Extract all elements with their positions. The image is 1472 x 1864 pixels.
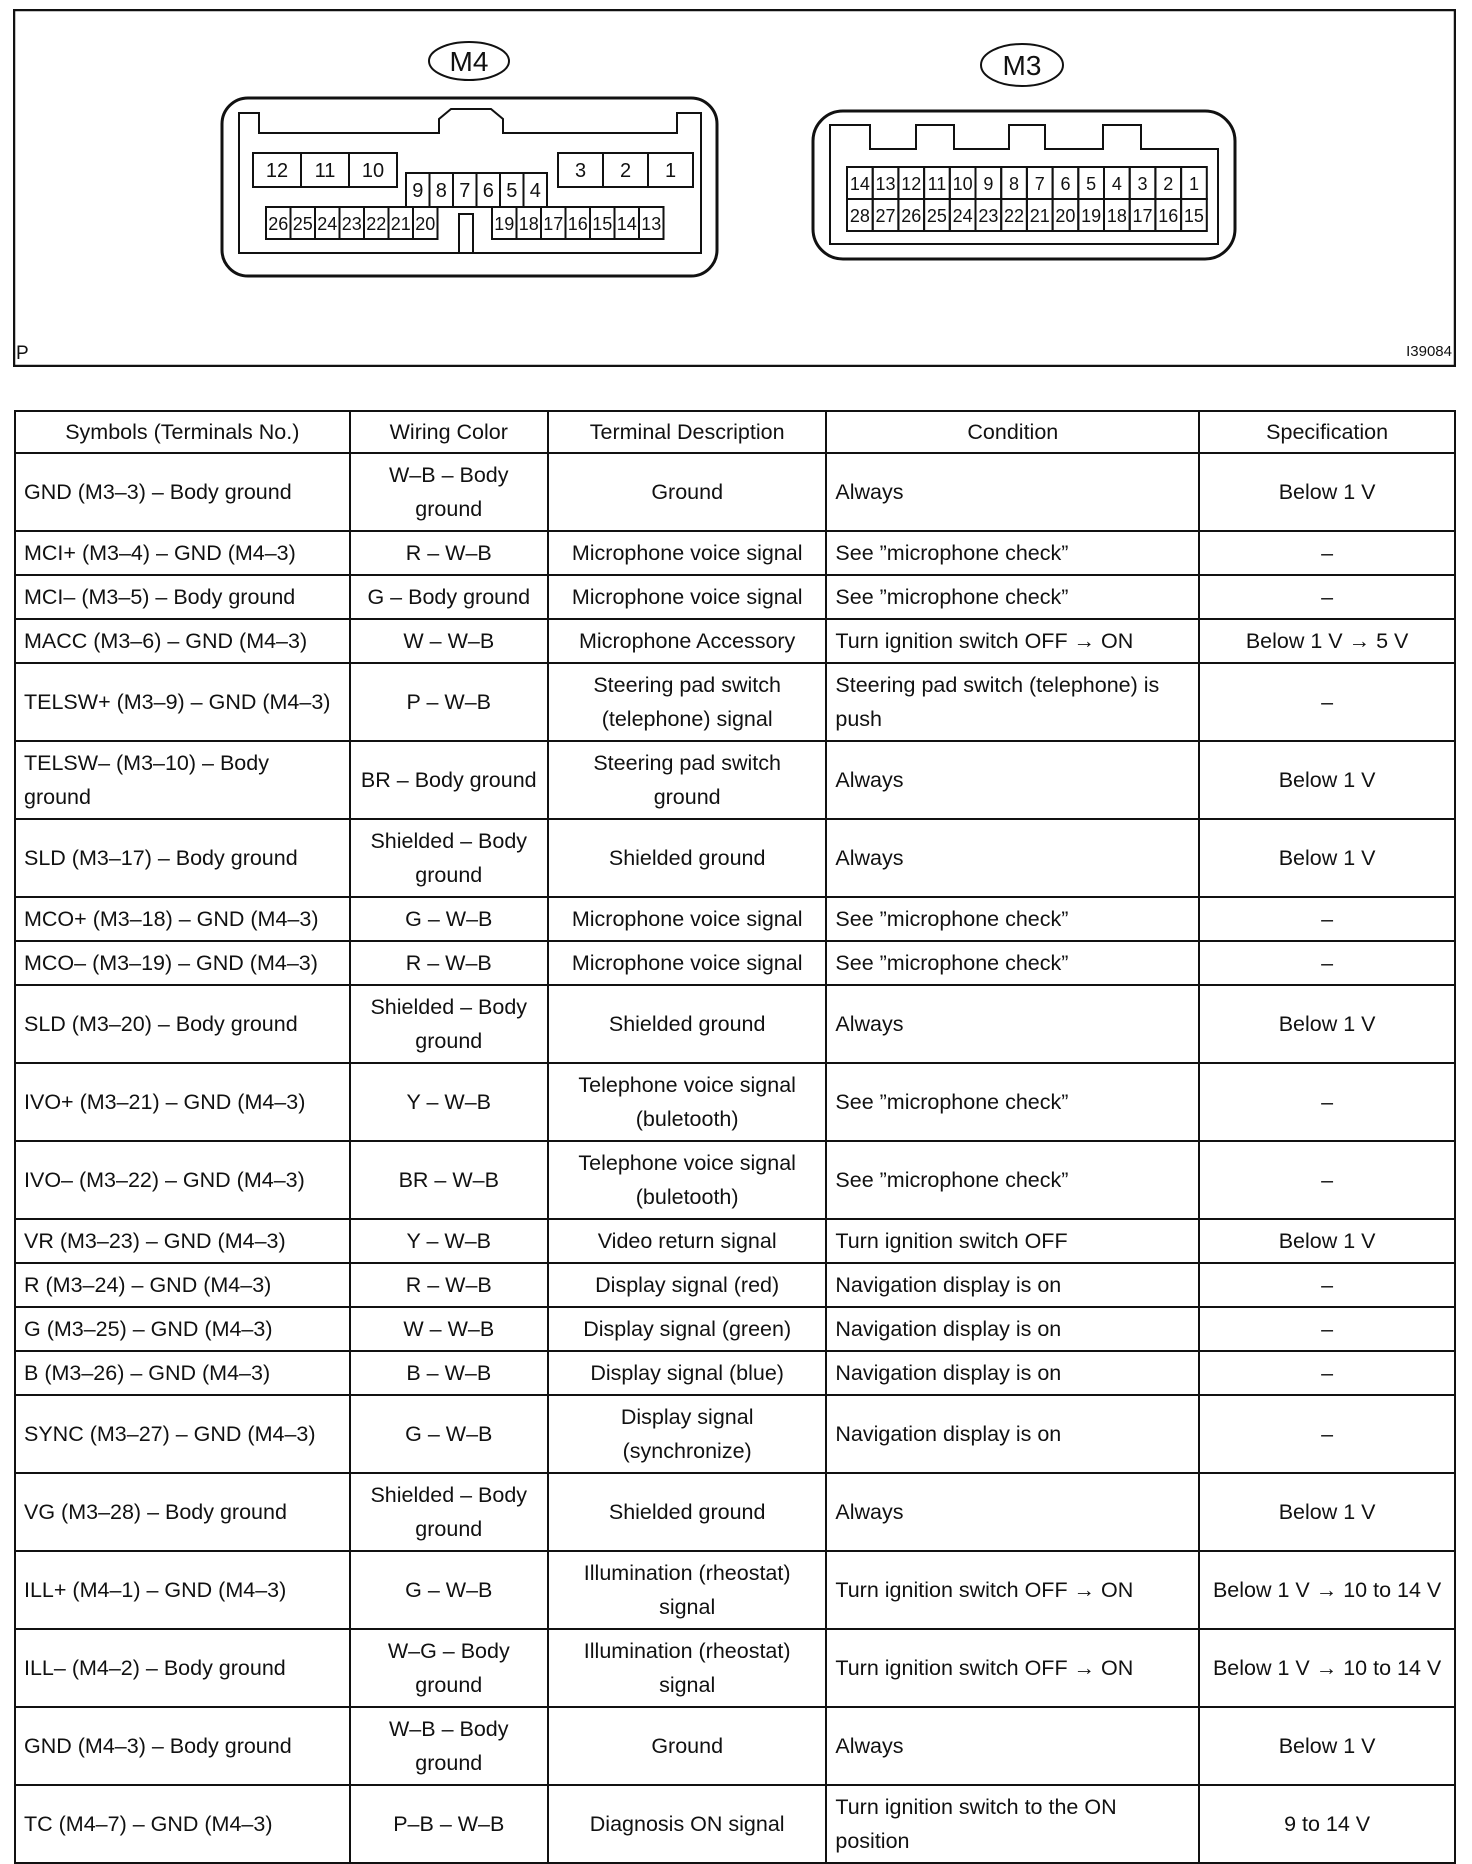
m3-pin-number: 11 xyxy=(927,174,947,194)
cell-symbol: VG (M3–28) – Body ground xyxy=(15,1473,350,1551)
table-row xyxy=(15,575,1455,619)
cell-description: Video return signal xyxy=(548,1219,826,1263)
cell-description: Ground xyxy=(548,1707,826,1785)
cell-description: Microphone voice signal xyxy=(548,531,826,575)
m3-pin-number: 19 xyxy=(1081,206,1102,226)
cell-specification: – xyxy=(1199,1263,1455,1307)
cell-specification: – xyxy=(1199,531,1455,575)
m3-pin-number: 24 xyxy=(952,206,973,226)
m3-pin-number: 26 xyxy=(901,206,922,226)
cell-symbol: SLD (M3–20) – Body ground xyxy=(15,985,350,1063)
cell-description: Telephone voice signal (buletooth) xyxy=(548,1141,826,1219)
cell-specification: Below 1 V xyxy=(1199,741,1455,819)
cell-description: Microphone voice signal xyxy=(548,897,826,941)
cell-symbol: TELSW– (M3–10) – Body ground xyxy=(15,741,350,819)
m3-pin-number: 18 xyxy=(1106,206,1127,226)
table-row xyxy=(15,941,1455,985)
m4-pin-number: 3 xyxy=(574,160,587,182)
m3-pin-number: 28 xyxy=(849,206,870,226)
cell-wiring-color: R – W–B xyxy=(350,1263,548,1307)
cell-description: Diagnosis ON signal xyxy=(548,1785,826,1863)
table-row xyxy=(15,1141,1455,1219)
cell-specification: Below 1 V xyxy=(1199,1707,1455,1785)
m4-pin-number: 5 xyxy=(506,180,518,202)
m4-pin-number: 23 xyxy=(341,214,362,234)
m4-pin-number: 11 xyxy=(314,160,336,182)
cell-symbol: MCI+ (M3–4) – GND (M4–3) xyxy=(15,531,350,575)
cell-symbol: B (M3–26) – GND (M4–3) xyxy=(15,1351,350,1395)
m3-pin-number: 4 xyxy=(1111,174,1122,194)
cell-specification: – xyxy=(1199,1351,1455,1395)
cell-condition: Always xyxy=(826,1707,1199,1785)
cell-wiring-color: Shielded – Body ground xyxy=(350,985,548,1063)
cell-condition: Turn ignition switch to the ON position xyxy=(826,1785,1199,1863)
header-specification: Specification xyxy=(1199,411,1455,453)
cell-condition: Turn ignition switch OFF xyxy=(826,1219,1199,1263)
cell-symbol: GND (M4–3) – Body ground xyxy=(15,1707,350,1785)
table-row xyxy=(15,897,1455,941)
cell-symbol: SLD (M3–17) – Body ground xyxy=(15,819,350,897)
table-row xyxy=(15,1219,1455,1263)
m3-pin-number: 9 xyxy=(983,174,994,194)
cell-wiring-color: R – W–B xyxy=(350,531,548,575)
cell-description: Microphone voice signal xyxy=(548,575,826,619)
m4-pin-number: 2 xyxy=(619,160,632,182)
cell-symbol: VR (M3–23) – GND (M4–3) xyxy=(15,1219,350,1263)
connector-figure xyxy=(13,9,1456,367)
m4-pin-number: 4 xyxy=(529,180,541,202)
m4-pin-number: 16 xyxy=(567,214,588,234)
cell-wiring-color: G – Body ground xyxy=(350,575,548,619)
cell-specification: Below 1 V xyxy=(1199,819,1455,897)
cell-symbol: MCI– (M3–5) – Body ground xyxy=(15,575,350,619)
m4-pin-number: 24 xyxy=(317,214,338,234)
cell-wiring-color: W–G – Body ground xyxy=(350,1629,548,1707)
m3-pin-number: 7 xyxy=(1034,174,1045,194)
m3-pin-number: 3 xyxy=(1137,174,1148,194)
connector-diagram xyxy=(13,9,1456,367)
cell-condition: See ”microphone check” xyxy=(826,531,1199,575)
cell-wiring-color: P–B – W–B xyxy=(350,1785,548,1863)
m4-pin-number: 9 xyxy=(412,180,424,202)
cell-symbol: R (M3–24) – GND (M4–3) xyxy=(15,1263,350,1307)
m3-pin-number: 25 xyxy=(926,206,947,226)
m4-pin-number: 8 xyxy=(435,180,447,202)
table-row xyxy=(15,1263,1455,1307)
cell-description: Display signal (red) xyxy=(548,1263,826,1307)
cell-condition: Always xyxy=(826,1473,1199,1551)
m3-pin-number: 2 xyxy=(1163,174,1174,194)
m3-pin-number: 17 xyxy=(1132,206,1153,226)
cell-description: Microphone voice signal xyxy=(548,941,826,985)
cell-description: Display signal (synchronize) xyxy=(548,1395,826,1473)
cell-wiring-color: Y – W–B xyxy=(350,1219,548,1263)
table-body xyxy=(15,453,1455,1863)
header-wiring-color: Wiring Color xyxy=(350,411,548,453)
cell-symbol: MACC (M3–6) – GND (M4–3) xyxy=(15,619,350,663)
m4-key-notch xyxy=(459,214,473,253)
cell-wiring-color: G – W–B xyxy=(350,1395,548,1473)
m4-pin-number: 26 xyxy=(268,214,289,234)
cell-symbol: IVO– (M3–22) – GND (M4–3) xyxy=(15,1141,350,1219)
cell-symbol: ILL+ (M4–1) – GND (M4–3) xyxy=(15,1551,350,1629)
m4-pin-number: 1 xyxy=(664,160,677,182)
m4-pin-number: 25 xyxy=(292,214,313,234)
cell-description: Ground xyxy=(548,453,826,531)
table-row xyxy=(15,663,1455,741)
table-row xyxy=(15,531,1455,575)
m3-pin-group xyxy=(847,167,1207,231)
table-row xyxy=(15,1707,1455,1785)
cell-symbol: G (M3–25) – GND (M4–3) xyxy=(15,1307,350,1351)
cell-specification: 9 to 14 V xyxy=(1199,1785,1455,1863)
cell-specification: – xyxy=(1199,575,1455,619)
cell-description: Telephone voice signal (buletooth) xyxy=(548,1063,826,1141)
cell-symbol: TC (M4–7) – GND (M4–3) xyxy=(15,1785,350,1863)
cell-condition: Turn ignition switch OFF → ON xyxy=(826,1551,1199,1629)
m4-pin-number: 13 xyxy=(641,214,662,234)
corner-label: P xyxy=(16,343,29,364)
cell-specification: – xyxy=(1199,897,1455,941)
m4-pin-number: 10 xyxy=(361,160,385,182)
cell-condition: See ”microphone check” xyxy=(826,1063,1199,1141)
terminal-spec-table xyxy=(14,410,1456,1864)
m4-label: M4 xyxy=(449,46,489,77)
cell-wiring-color: B – W–B xyxy=(350,1351,548,1395)
m3-pin-number: 6 xyxy=(1060,174,1071,194)
m3-pin-number: 5 xyxy=(1086,174,1097,194)
table-row xyxy=(15,1395,1455,1473)
m3-pin-number: 22 xyxy=(1004,206,1025,226)
cell-specification: – xyxy=(1199,663,1455,741)
cell-condition: Always xyxy=(826,741,1199,819)
cell-wiring-color: W–B – Body ground xyxy=(350,1707,548,1785)
table-row xyxy=(15,1063,1455,1141)
m3-pin-number: 20 xyxy=(1055,206,1076,226)
cell-wiring-color: BR – Body ground xyxy=(350,741,548,819)
cell-wiring-color: G – W–B xyxy=(350,1551,548,1629)
cell-wiring-color: Shielded – Body ground xyxy=(350,819,548,897)
cell-description: Shielded ground xyxy=(548,819,826,897)
cell-symbol: IVO+ (M3–21) – GND (M4–3) xyxy=(15,1063,350,1141)
cell-condition: Always xyxy=(826,819,1199,897)
cell-specification: Below 1 V xyxy=(1199,1219,1455,1263)
cell-specification: Below 1 V xyxy=(1199,1473,1455,1551)
m4-pin-number: 7 xyxy=(459,180,471,202)
cell-condition: See ”microphone check” xyxy=(826,575,1199,619)
table-row xyxy=(15,1473,1455,1551)
cell-condition: Turn ignition switch OFF → ON xyxy=(826,1629,1199,1707)
cell-wiring-color: G – W–B xyxy=(350,897,548,941)
m4-pin-number: 12 xyxy=(265,160,289,182)
cell-wiring-color: W–B – Body ground xyxy=(350,453,548,531)
cell-wiring-color: W – W–B xyxy=(350,1307,548,1351)
cell-wiring-color: W – W–B xyxy=(350,619,548,663)
m3-pin-number: 21 xyxy=(1029,206,1050,226)
cell-wiring-color: R – W–B xyxy=(350,941,548,985)
cell-specification: – xyxy=(1199,1307,1455,1351)
cell-specification: Below 1 V → 10 to 14 V xyxy=(1199,1629,1455,1707)
m3-connector xyxy=(813,44,1235,259)
cell-specification: Below 1 V xyxy=(1199,453,1455,531)
cell-description: Illumination (rheostat) signal xyxy=(548,1629,826,1707)
cell-wiring-color: P – W–B xyxy=(350,663,548,741)
cell-condition: Always xyxy=(826,453,1199,531)
cell-specification: – xyxy=(1199,1395,1455,1473)
cell-condition: Turn ignition switch OFF → ON xyxy=(826,619,1199,663)
m4-pin-number: 22 xyxy=(366,214,387,234)
cell-condition: Navigation display is on xyxy=(826,1263,1199,1307)
m3-pin-number: 10 xyxy=(952,174,973,194)
cell-specification: Below 1 V → 5 V xyxy=(1199,619,1455,663)
m4-pin-number: 15 xyxy=(592,214,613,234)
figure-frame xyxy=(14,10,1455,366)
table-row xyxy=(15,1629,1455,1707)
m3-pin-number: 27 xyxy=(875,206,896,226)
cell-specification: – xyxy=(1199,1063,1455,1141)
cell-description: Display signal (green) xyxy=(548,1307,826,1351)
table-row xyxy=(15,741,1455,819)
header-condition: Condition xyxy=(826,411,1199,453)
cell-wiring-color: Shielded – Body ground xyxy=(350,1473,548,1551)
cell-condition: Always xyxy=(826,985,1199,1063)
m4-pin-number: 14 xyxy=(616,214,637,234)
cell-condition: Navigation display is on xyxy=(826,1307,1199,1351)
figure-code: I39084 xyxy=(1406,343,1452,360)
m3-pin-number: 8 xyxy=(1009,174,1020,194)
m3-pin-number: 16 xyxy=(1158,206,1179,226)
cell-specification: Below 1 V → 10 to 14 V xyxy=(1199,1551,1455,1629)
m3-label: M3 xyxy=(1002,50,1042,81)
m4-pin-number: 17 xyxy=(543,214,564,234)
cell-condition: See ”microphone check” xyxy=(826,941,1199,985)
cell-description: Steering pad switch (telephone) signal xyxy=(548,663,826,741)
cell-symbol: GND (M3–3) – Body ground xyxy=(15,453,350,531)
table-row xyxy=(15,1307,1455,1351)
cell-description: Microphone Accessory xyxy=(548,619,826,663)
cell-wiring-color: BR – W–B xyxy=(350,1141,548,1219)
header-terminal-description: Terminal Description xyxy=(548,411,826,453)
cell-condition: See ”microphone check” xyxy=(826,1141,1199,1219)
m3-pin-number: 12 xyxy=(901,174,922,194)
table-row xyxy=(15,1785,1455,1863)
m4-pin-number: 18 xyxy=(518,214,539,234)
m4-pin-number: 6 xyxy=(482,180,494,202)
table-row xyxy=(15,985,1455,1063)
cell-specification: – xyxy=(1199,1141,1455,1219)
cell-description: Display signal (blue) xyxy=(548,1351,826,1395)
table-row xyxy=(15,1351,1455,1395)
m3-pin-number: 14 xyxy=(849,174,870,194)
m4-connector xyxy=(222,42,717,276)
cell-specification: – xyxy=(1199,941,1455,985)
cell-symbol: SYNC (M3–27) – GND (M4–3) xyxy=(15,1395,350,1473)
m4-pin-number: 21 xyxy=(390,214,411,234)
table-row xyxy=(15,453,1455,531)
m3-pin-number: 23 xyxy=(978,206,999,226)
table-header-row xyxy=(15,411,1455,453)
cell-description: Illumination (rheostat) signal xyxy=(548,1551,826,1629)
m3-pin-number: 1 xyxy=(1188,174,1199,194)
cell-condition: Navigation display is on xyxy=(826,1351,1199,1395)
table-row xyxy=(15,819,1455,897)
cell-condition: See ”microphone check” xyxy=(826,897,1199,941)
cell-symbol: TELSW+ (M3–9) – GND (M4–3) xyxy=(15,663,350,741)
m3-pin-number: 15 xyxy=(1183,206,1204,226)
cell-condition: Steering pad switch (telephone) is push xyxy=(826,663,1199,741)
m4-pin-number: 20 xyxy=(415,214,436,234)
cell-description: Shielded ground xyxy=(548,1473,826,1551)
cell-symbol: MCO– (M3–19) – GND (M4–3) xyxy=(15,941,350,985)
table-row xyxy=(15,1551,1455,1629)
header-symbols: Symbols (Terminals No.) xyxy=(15,411,350,453)
cell-symbol: MCO+ (M3–18) – GND (M4–3) xyxy=(15,897,350,941)
cell-description: Steering pad switch ground xyxy=(548,741,826,819)
m4-pin-number: 19 xyxy=(494,214,515,234)
cell-condition: Navigation display is on xyxy=(826,1395,1199,1473)
cell-description: Shielded ground xyxy=(548,985,826,1063)
m3-pin-number: 13 xyxy=(875,174,896,194)
cell-wiring-color: Y – W–B xyxy=(350,1063,548,1141)
table-row xyxy=(15,619,1455,663)
cell-symbol: ILL– (M4–2) – Body ground xyxy=(15,1629,350,1707)
cell-specification: Below 1 V xyxy=(1199,985,1455,1063)
